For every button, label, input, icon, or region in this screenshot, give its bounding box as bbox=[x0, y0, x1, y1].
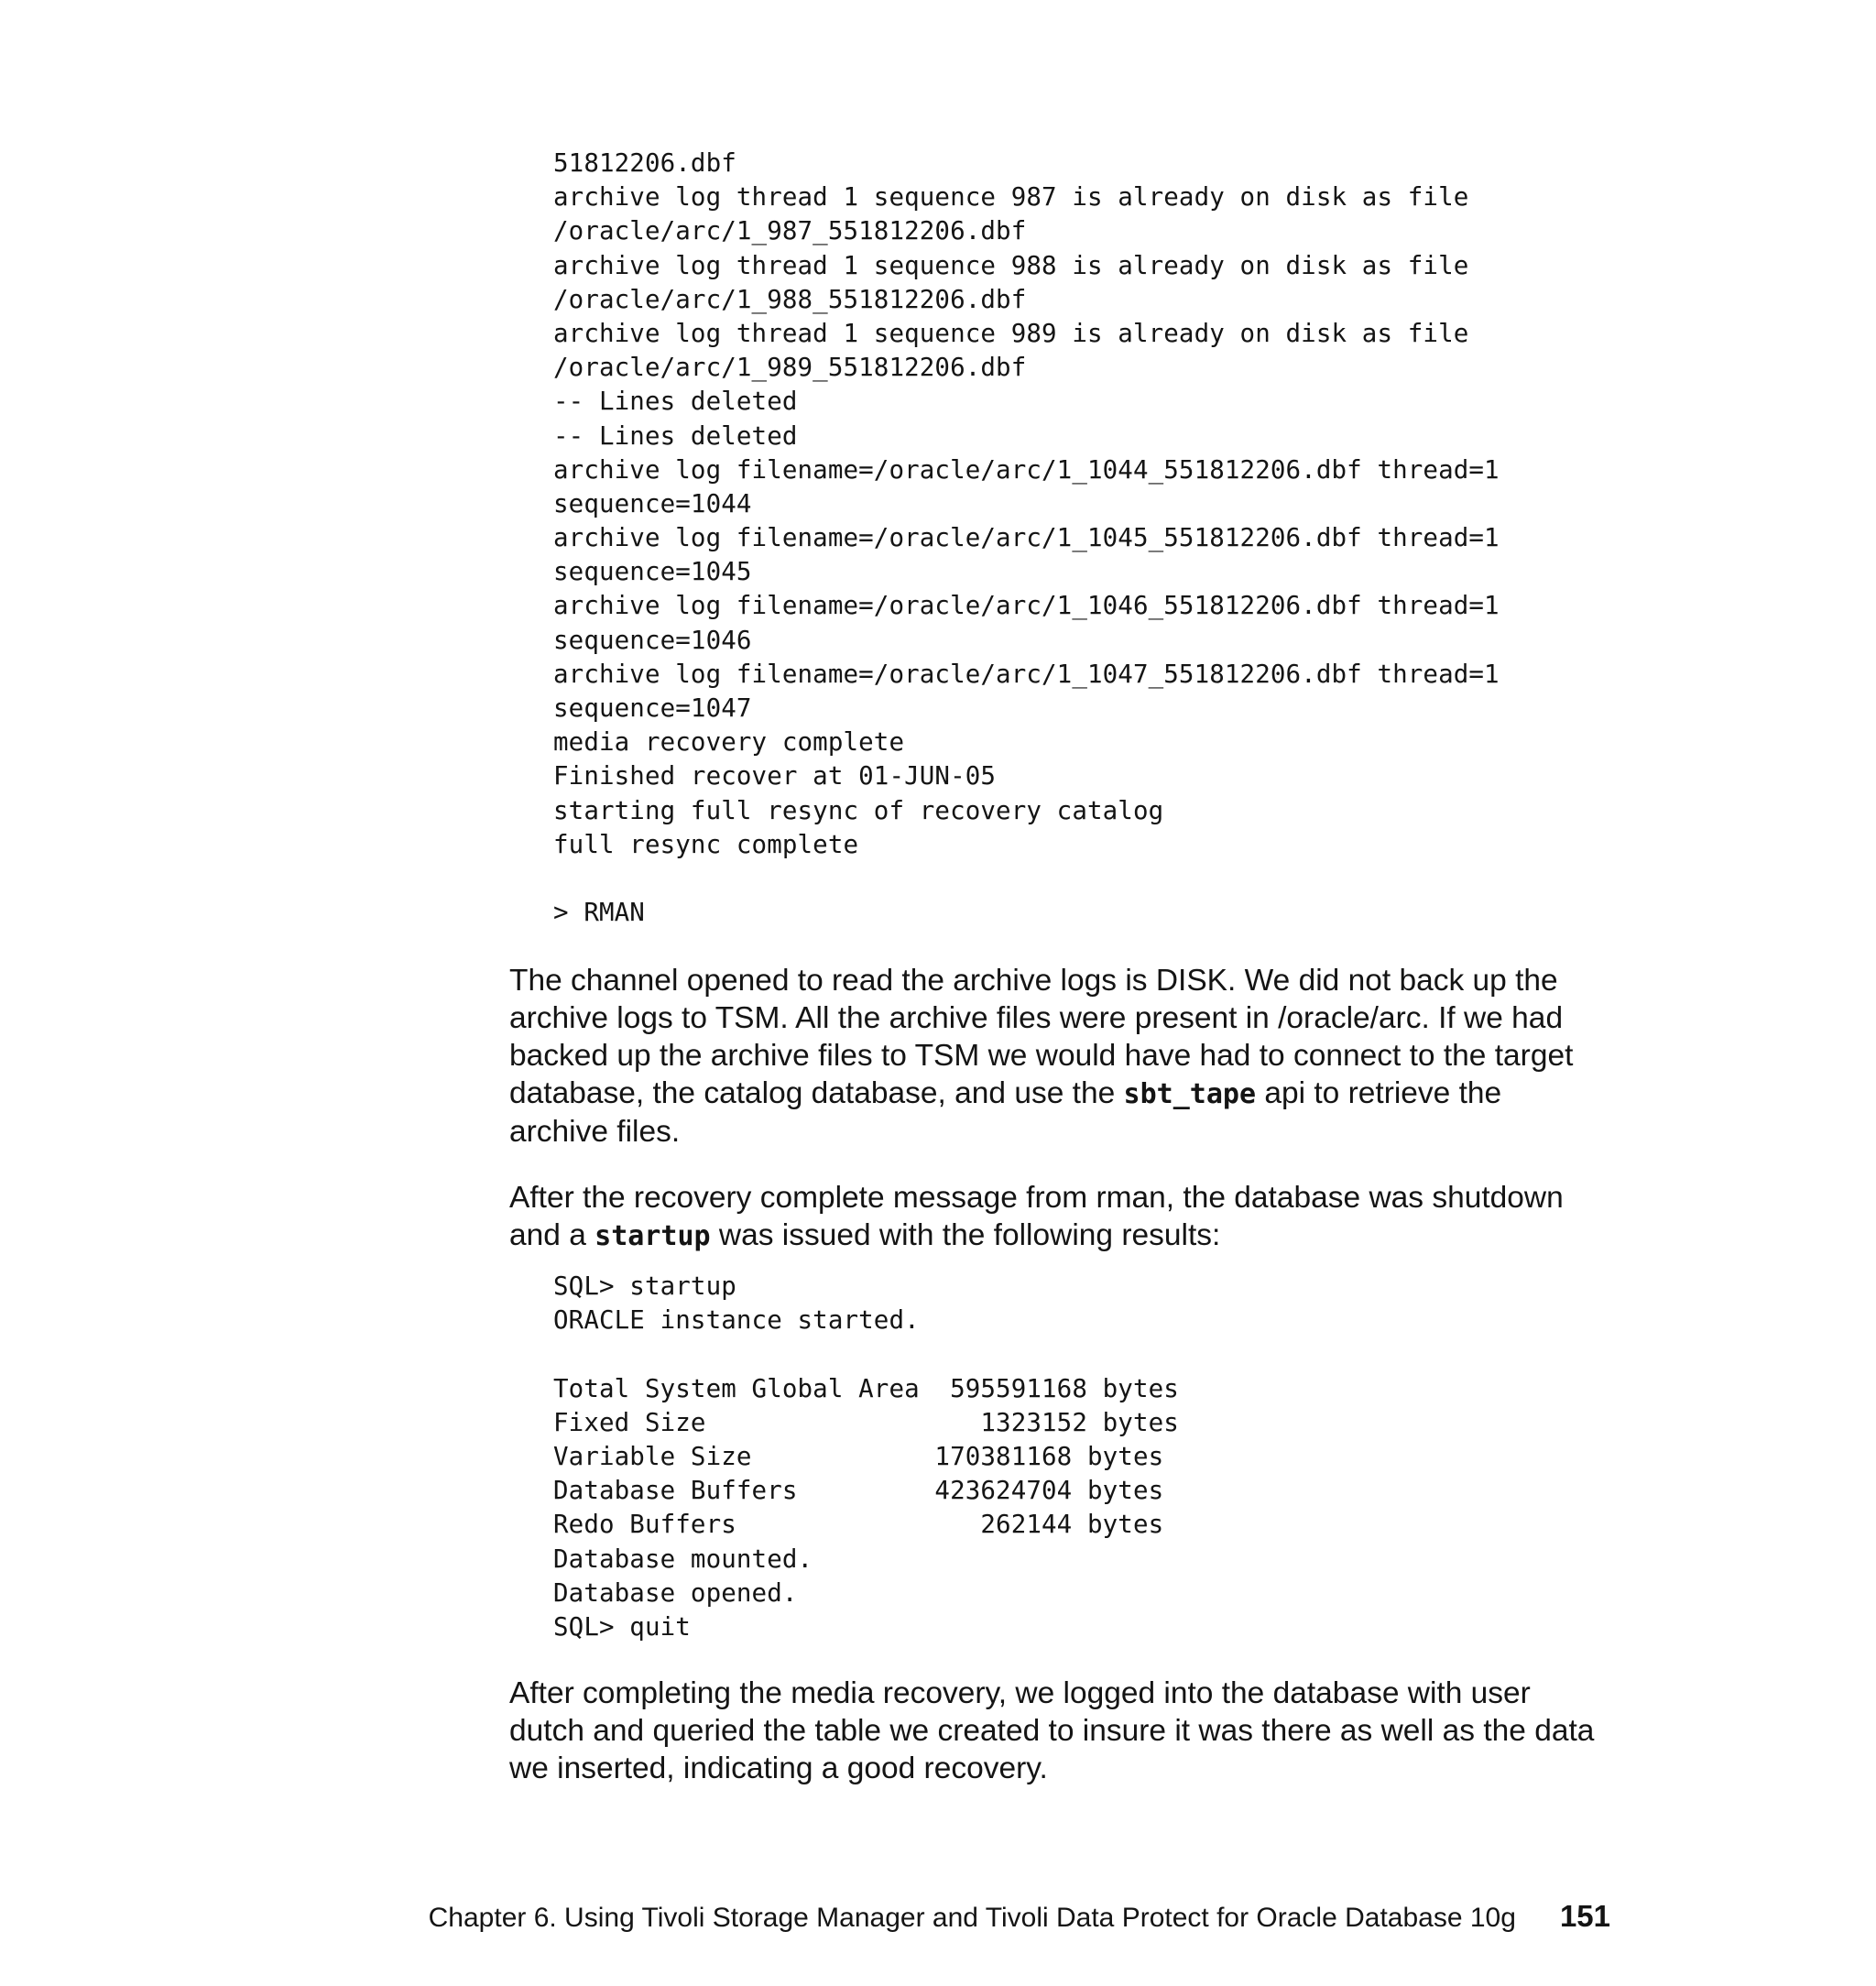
paragraph-text: The channel opened to read the archive logs is DISK. We did not back up the archive logs to TSM. All the archive files were present in /oracle/arc. If we had backed up the archive files to TSM we would have had to connect to the target database, the catalog database, and use the bbox=[509, 964, 1574, 1110]
paragraph-startup-intro bbox=[509, 1179, 1609, 1255]
code-line: archive log filename=/oracle/arc/1_1045_551812206.dbf thread=1 bbox=[553, 523, 1500, 553]
code-line: > RMAN bbox=[553, 898, 645, 928]
code-line: Database opened. bbox=[553, 1577, 798, 1608]
code-line: SQL> startup bbox=[553, 1271, 736, 1301]
paragraph-text: api to retrieve the archive files. bbox=[509, 1076, 1502, 1149]
code-line: archive log thread 1 sequence 989 is already on disk as file bbox=[553, 318, 1469, 348]
inline-code-startup: startup bbox=[594, 1220, 711, 1252]
code-line: SQL> quit bbox=[553, 1611, 691, 1642]
code-line bbox=[553, 1337, 1179, 1371]
code-line bbox=[553, 862, 1500, 896]
code-line: sequence=1045 bbox=[553, 557, 752, 587]
code-line: archive log filename=/oracle/arc/1_1046_551812206.dbf thread=1 bbox=[553, 591, 1500, 621]
code-line: Database Buffers 423624704 bytes bbox=[553, 1476, 1164, 1506]
code-line: archive log filename=/oracle/arc/1_1047_551812206.dbf thread=1 bbox=[553, 659, 1500, 689]
code-line: -- Lines deleted bbox=[553, 420, 798, 451]
code-line: sequence=1044 bbox=[553, 488, 752, 518]
code-line: -- Lines deleted bbox=[553, 387, 798, 417]
code-line: Redo Buffers 262144 bytes bbox=[553, 1510, 1164, 1540]
code-line: Finished recover at 01-JUN-05 bbox=[553, 761, 997, 791]
code-block-rman-output bbox=[553, 147, 1500, 930]
page-footer bbox=[408, 1899, 1610, 1934]
code-line: /oracle/arc/1_989_551812206.dbf bbox=[553, 353, 1027, 383]
footer-chapter-title: Chapter 6. Using Tivoli Storage Manager and Tivoli Data Protect for Oracle Database 10g bbox=[428, 1903, 1516, 1933]
page-number: 151 bbox=[1559, 1899, 1610, 1933]
code-line: archive log thread 1 sequence 987 is already on disk as file bbox=[553, 182, 1469, 213]
code-line: full resync complete bbox=[553, 829, 859, 859]
code-line: /oracle/arc/1_987_551812206.dbf bbox=[553, 216, 1027, 246]
code-line: starting full resync of recovery catalog bbox=[553, 795, 1164, 825]
code-line: archive log filename=/oracle/arc/1_1044_551812206.dbf thread=1 bbox=[553, 454, 1500, 485]
code-block-sql-startup bbox=[553, 1270, 1179, 1644]
code-line: 51812206.dbf bbox=[553, 148, 736, 178]
code-line: sequence=1046 bbox=[553, 625, 752, 655]
code-line: archive log thread 1 sequence 988 is already on disk as file bbox=[553, 250, 1469, 280]
code-line: Total System Global Area 595591168 bytes bbox=[553, 1373, 1179, 1403]
paragraph-text: was issued with the following results: bbox=[710, 1218, 1221, 1252]
inline-code-sbt-tape: sbt_tape bbox=[1123, 1078, 1257, 1110]
code-line: media recovery complete bbox=[553, 727, 905, 758]
code-line: Database mounted. bbox=[553, 1544, 813, 1574]
paragraph-channel-explanation bbox=[509, 962, 1609, 1151]
code-line: ORACLE instance started. bbox=[553, 1305, 920, 1336]
paragraph-recovery-verification: After completing the media recovery, we logged into the database with user dutch and queried the table we created to insure it was there as well as the data we inserted, indicating a good recovery. bbox=[509, 1676, 1595, 1785]
code-line: /oracle/arc/1_988_551812206.dbf bbox=[553, 284, 1027, 314]
paragraph-text: After the recovery complete message from rman, the database was shutdown and a bbox=[509, 1181, 1564, 1252]
code-line: sequence=1047 bbox=[553, 693, 752, 723]
code-line: Fixed Size 1323152 bytes bbox=[553, 1407, 1179, 1437]
code-line: Variable Size 170381168 bytes bbox=[553, 1441, 1164, 1471]
